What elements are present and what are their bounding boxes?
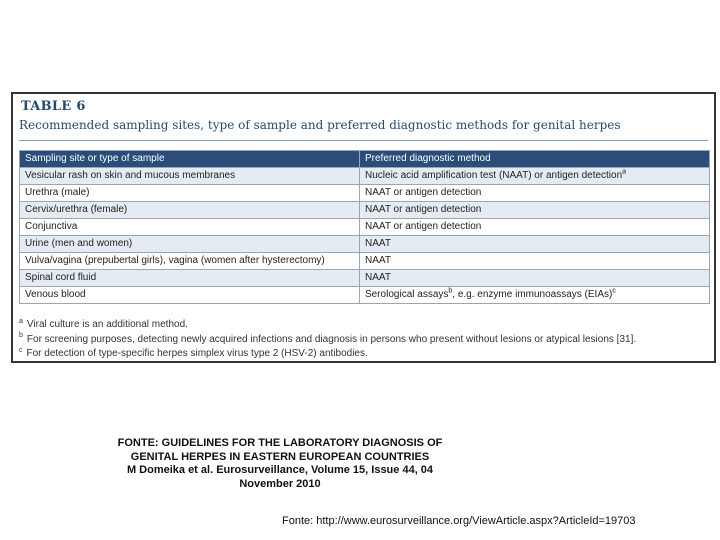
cell-method xyxy=(360,287,710,304)
cell-method: NAAT or antigen detection xyxy=(360,185,710,202)
cell-method: NAAT xyxy=(360,253,710,270)
cell-site: Conjunctiva xyxy=(20,219,360,236)
cell-site: Venous blood xyxy=(20,287,360,304)
cell-method: NAAT or antigen detection xyxy=(360,219,710,236)
footnote-text: For screening purposes, detecting newly acquired infections and diagnosis in persons who present without lesions or atypical lesions [31]. xyxy=(26,333,637,345)
source-line: GENITAL HERPES IN EASTERN EUROPEAN COUNTRIES xyxy=(130,450,430,463)
footnote-mark: a xyxy=(19,317,23,325)
footnote-mark: b xyxy=(19,332,23,340)
table-header-row xyxy=(20,151,710,168)
table-row xyxy=(20,202,710,219)
source-line: M Domeika et al. Eurosurveillance, Volume 15, Issue 44, 04 xyxy=(126,464,434,476)
cell-site: Cervix/urethra (female) xyxy=(20,202,360,219)
divider xyxy=(19,140,708,141)
footnote-text: For detection of type-specific herpes simplex virus type 2 (HSV-2) antibodies. xyxy=(26,348,368,359)
table-row xyxy=(20,287,710,304)
table-subtitle: Recommended sampling sites, type of sample and preferred diagnostic methods for genital herpes xyxy=(19,118,621,132)
footnotes xyxy=(19,318,636,362)
footnote-ref: b xyxy=(448,287,453,295)
cell-site: Spinal cord fluid xyxy=(20,270,360,287)
table-heading: TABLE 6 xyxy=(21,99,86,114)
source-line: FONTE: GUIDELINES FOR THE LABORATORY DIAGNOSIS OF xyxy=(117,437,443,449)
footnote-text: Viral culture is an additional method. xyxy=(26,319,188,330)
table-row xyxy=(20,270,710,287)
footnote-mark: c xyxy=(19,346,23,354)
cell-method: NAAT xyxy=(360,236,710,253)
footnote xyxy=(19,318,636,333)
cell-method: NAAT or antigen detection xyxy=(360,202,710,219)
cell-site: Vulva/vagina (prepubertal girls), vagina (women after hysterectomy) xyxy=(20,253,360,270)
table-image xyxy=(11,92,716,363)
table-row xyxy=(20,168,710,185)
footnote xyxy=(19,333,636,348)
table-row xyxy=(20,185,710,202)
cell-method-text: Nucleic acid amplification test (NAAT) or antigen detection xyxy=(365,170,623,181)
column-header-method: Preferred diagnostic method xyxy=(360,151,710,168)
table-row xyxy=(20,236,710,253)
cell-site: Urine (men and women) xyxy=(20,236,360,253)
column-header-site: Sampling site or type of sample xyxy=(20,151,360,168)
source-url: Fonte: http://www.eurosurveillance.org/ViewArticle.aspx?ArticleId=19703 xyxy=(282,515,636,527)
source-citation xyxy=(40,437,520,491)
cell-site: Vesicular rash on skin and mucous membranes xyxy=(20,168,360,185)
cell-method-tail: , e.g. enzyme immunoassays (EIAs) xyxy=(452,289,613,300)
footnote-ref: c xyxy=(612,287,616,295)
cell-site: Urethra (male) xyxy=(20,185,360,202)
cell-method: NAAT xyxy=(360,270,710,287)
table-row xyxy=(20,219,710,236)
diagnostic-table xyxy=(19,150,710,304)
footnote-ref: a xyxy=(622,168,627,176)
source-line: November 2010 xyxy=(239,477,321,490)
table-row xyxy=(20,253,710,270)
cell-method xyxy=(360,168,710,185)
cell-method-text: Serological assays xyxy=(365,289,449,300)
footnote xyxy=(19,347,636,362)
